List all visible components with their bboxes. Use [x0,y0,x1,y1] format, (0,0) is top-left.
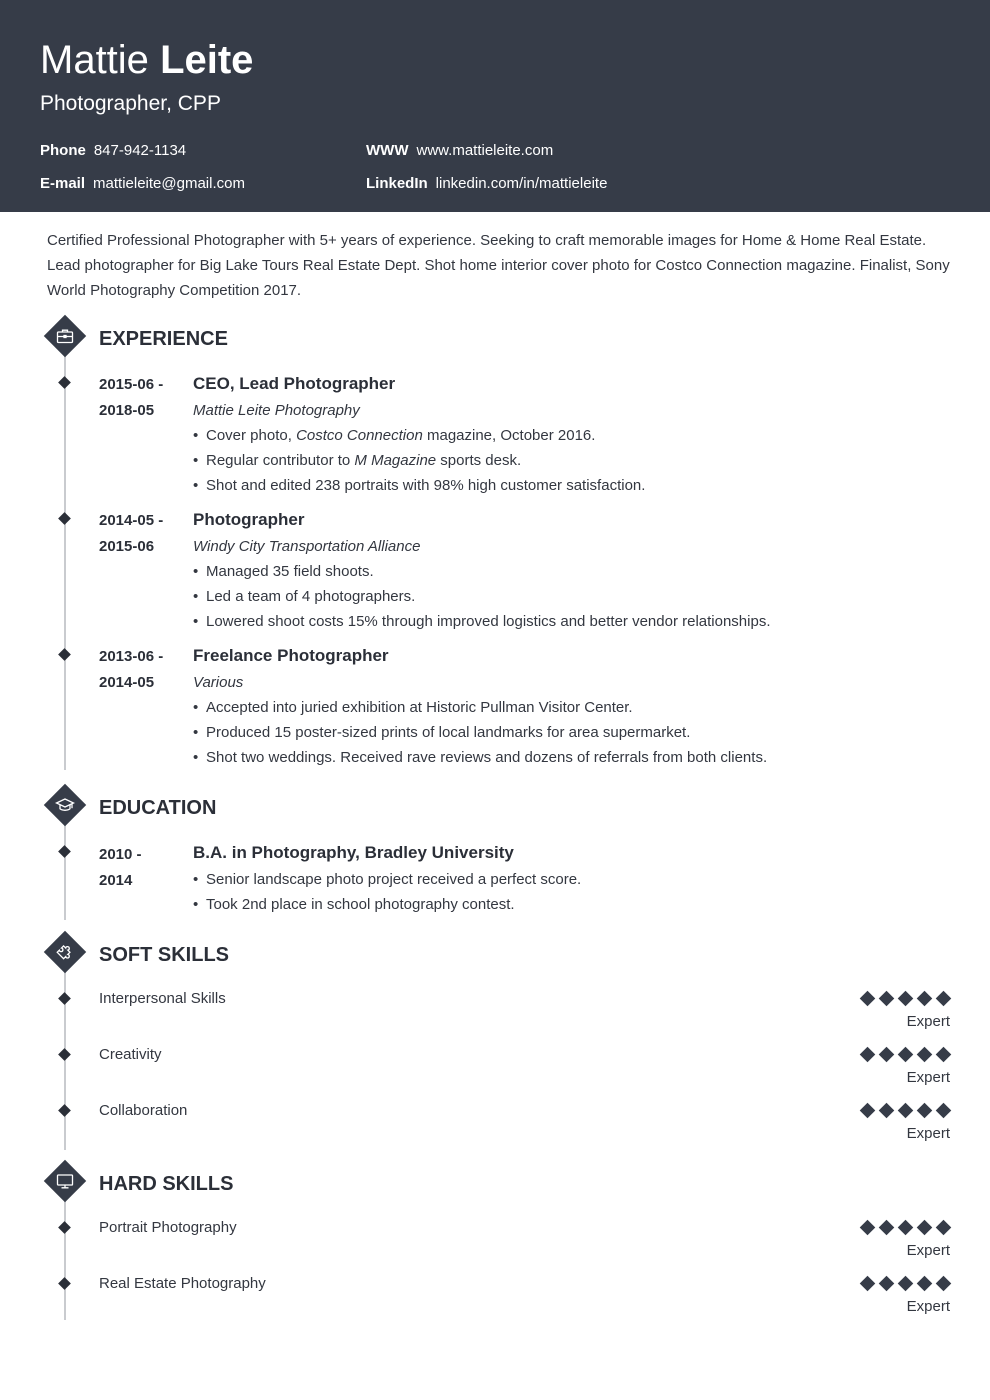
job-role: Freelance Photographer [193,646,389,665]
rating-diamond-icon [898,991,914,1007]
section-title-experience: EXPERIENCE [99,328,228,350]
contact-label: LinkedIn [366,175,428,192]
section-title-hard-skills: HARD SKILLS [99,1173,234,1195]
rating-diamond-icon [898,1276,914,1292]
job-bullet: • Lowered shoot costs 15% through improved logistics and better vendor relationships. [193,609,963,634]
summary: Certified Professional Photographer with 5+ years of experience. Seeking to craft memorable images for Home & Home Real Estate. Lead photographer for Big Lake Tours Real Estate Dept. Shot home interior cover photo for Costco Connection magazine. Finalist, Sony World Photography Competition 2017. [47,232,950,299]
education-bullet: • Senior landscape photo project received a perfect score. [193,867,963,892]
skill-rating [854,1103,949,1123]
skill-level: Expert [906,1125,950,1142]
contact-linkedin [366,174,607,194]
timeline-line-hard-skills [64,1194,66,1320]
job-org: Various [193,674,244,691]
candidate-name [40,36,253,84]
contact-phone [40,141,186,161]
timeline-dot [58,1221,71,1234]
timeline-dot [58,1048,71,1061]
skill-rating [854,1276,949,1296]
timeline-line-experience [64,348,66,770]
rating-diamond-icon [898,1047,914,1063]
job-bullet: • Regular contributor to M Magazine sports desk. [193,448,963,473]
section-title-education: EDUCATION [99,797,217,819]
rating-diamond-icon [860,1047,876,1063]
skill-level: Expert [906,1242,950,1259]
rating-diamond-icon [898,1103,914,1119]
timeline-dot [58,512,71,525]
education-date: 2010 - 2014 [99,846,142,889]
timeline-dot [58,845,71,858]
job-date: 2015-06 - 2018-05 [99,376,164,419]
job-title: Photographer, CPP [40,92,221,115]
timeline-dot [58,376,71,389]
monitor-icon [44,1160,86,1202]
puzzle-icon [44,931,86,973]
education-entry [193,840,963,917]
skill-name: Creativity [99,1046,162,1063]
skill-level: Expert [906,1298,950,1315]
skill-level: Expert [906,1013,950,1030]
rating-diamond-icon [917,1220,933,1236]
job-bullet: • Led a team of 4 photographers. [193,584,963,609]
rating-diamond-icon [860,1220,876,1236]
resume-header [0,0,990,212]
job-bullet: • Accepted into juried exhibition at Historic Pullman Visitor Center. [193,695,963,720]
rating-diamond-icon [917,991,933,1007]
job-bullet: • Managed 35 field shoots. [193,559,963,584]
job-date: 2014-05 - 2015-06 [99,512,164,555]
rating-diamond-icon [936,1220,952,1236]
contact-email [40,174,245,194]
first-name: Mattie [40,38,149,82]
skill-level: Expert [906,1069,950,1086]
skill-name: Collaboration [99,1102,188,1119]
education-bullet: • Took 2nd place in school photography contest. [193,892,963,917]
timeline-dot [58,1277,71,1290]
contact-value[interactable]: linkedin.com/in/mattieleite [435,175,608,192]
contact-value[interactable]: 847-942-1134 [93,142,187,159]
rating-diamond-icon [917,1276,933,1292]
section-title-soft-skills: SOFT SKILLS [99,944,229,966]
job-org: Mattie Leite Photography [193,402,360,419]
job-entry [193,643,963,770]
job-bullet: • Shot two weddings. Received rave reviews and dozens of referrals from both clients. [193,745,963,770]
rating-diamond-icon [879,1047,895,1063]
timeline-dot [58,648,71,661]
rating-diamond-icon [936,1047,952,1063]
skill-rating [854,1220,949,1240]
skill-name: Portrait Photography [99,1219,237,1236]
rating-diamond-icon [860,991,876,1007]
rating-diamond-icon [936,991,952,1007]
job-bullet: • Shot and edited 238 portraits with 98% high customer satisfaction. [193,473,963,498]
contact-www [366,141,553,161]
timeline-dot [58,1104,71,1117]
timeline-line-education [64,818,66,920]
job-role: CEO, Lead Photographer [193,374,396,393]
job-date: 2013-06 - 2014-05 [99,648,164,691]
contact-label: WWW [366,142,409,159]
skill-rating [854,991,949,1011]
job-entry [193,371,963,498]
contact-label: Phone [40,142,86,159]
degree: B.A. in Photography, Bradley University [193,843,514,862]
rating-diamond-icon [917,1047,933,1063]
rating-diamond-icon [860,1276,876,1292]
skill-rating [854,1047,949,1067]
rating-diamond-icon [936,1103,952,1119]
skill-name: Real Estate Photography [99,1275,266,1292]
timeline-dot [58,992,71,1005]
job-role: Photographer [193,510,305,529]
rating-diamond-icon [898,1220,914,1236]
rating-diamond-icon [879,1103,895,1119]
rating-diamond-icon [917,1103,933,1119]
graduation-cap-icon [44,784,86,826]
rating-diamond-icon [936,1276,952,1292]
job-bullet: • Produced 15 poster-sized prints of local landmarks for area supermarket. [193,720,963,745]
contact-value[interactable]: www.mattieleite.com [416,142,554,159]
contact-label: E-mail [40,175,86,192]
rating-diamond-icon [860,1103,876,1119]
job-entry [193,507,963,634]
briefcase-icon [44,315,86,357]
job-org: Windy City Transportation Alliance [193,538,421,555]
job-bullet: • Cover photo, Costco Connection magazine, October 2016. [193,423,963,448]
rating-diamond-icon [879,1276,895,1292]
contact-value[interactable]: mattieleite@gmail.com [93,175,245,192]
skill-name: Interpersonal Skills [99,990,226,1007]
rating-diamond-icon [879,991,895,1007]
rating-diamond-icon [879,1220,895,1236]
last-name: Leite [160,38,254,82]
